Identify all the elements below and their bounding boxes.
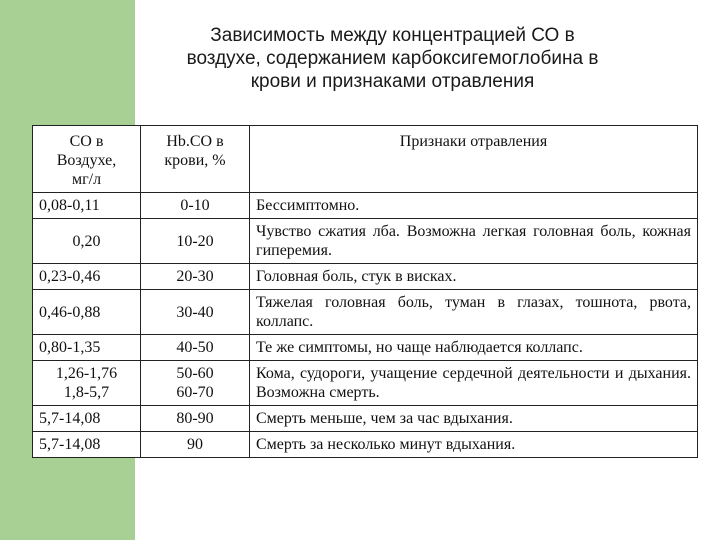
header-signs: Признаки отравления: [250, 126, 698, 193]
hbco-cell-line: 20-30: [176, 268, 214, 285]
signs-cell: Бессимптомно.: [250, 193, 698, 219]
signs-cell: Тяжелая головная боль, туман в глазах, тошнота, рвота, коллапс.: [250, 290, 698, 335]
header-line: крови, %: [164, 152, 226, 169]
co-concentration-cell-line: 0,08-0,11: [39, 197, 100, 214]
table-body: [33, 193, 698, 458]
signs-cell: Смерть за несколько минут вдыхания.: [250, 432, 698, 458]
table-row: [33, 335, 698, 361]
header-line: Hb.CO в: [166, 133, 224, 150]
co-concentration-cell-line: 1,26-1,76: [55, 365, 118, 382]
co-concentration-cell: [33, 361, 141, 406]
header-line: Воздухе,: [56, 152, 117, 169]
header-co-concentration: [33, 126, 141, 193]
hbco-cell-line: 10-20: [176, 232, 214, 250]
hbco-cell-line: 90: [187, 436, 203, 453]
header-line: СО в: [69, 133, 104, 150]
hbco-cell-line: 80-90: [176, 410, 214, 427]
table-row: [33, 219, 698, 264]
table-row: [33, 406, 698, 432]
signs-cell: Смерть меньше, чем за час вдыхания.: [250, 406, 698, 432]
table-row: [33, 193, 698, 219]
co-concentration-cell: [33, 290, 141, 335]
hbco-cell-line: 30-40: [176, 303, 214, 321]
co-concentration-cell-line: 0,20: [72, 232, 101, 250]
co-concentration-cell-line: 0,23-0,46: [39, 268, 101, 285]
signs-cell: Кома, судороги, учащение сердечной деятельности и дыхания. Возможна смерть.: [250, 361, 698, 406]
co-concentration-cell-line: 0,80-1,35: [39, 339, 101, 356]
hbco-cell: [141, 335, 250, 361]
co-concentration-cell-line: 1,8-5,7: [63, 384, 110, 401]
co-concentration-cell: [33, 193, 141, 219]
co-concentration-cell: [33, 264, 141, 290]
hbco-cell: [141, 219, 250, 264]
hbco-cell-line: 60-70: [176, 384, 214, 401]
hbco-cell: [141, 432, 250, 458]
co-concentration-cell-line: 5,7-14,08: [39, 436, 101, 453]
table-header-row: [33, 126, 698, 193]
signs-cell: Головная боль, стук в висках.: [250, 264, 698, 290]
co-concentration-cell: [33, 335, 141, 361]
table-row: [33, 290, 698, 335]
co-concentration-cell: [33, 432, 141, 458]
hbco-cell: [141, 290, 250, 335]
table-row: [33, 264, 698, 290]
title-line: крови и признаками отравления: [250, 71, 535, 92]
hbco-cell-line: 0-10: [180, 197, 210, 214]
co-concentration-cell-line: 5,7-14,08: [39, 410, 101, 427]
co-concentration-cell-line: 0,46-0,88: [39, 303, 101, 321]
hbco-cell: [141, 264, 250, 290]
hbco-cell: [141, 406, 250, 432]
hbco-cell: [141, 193, 250, 219]
header-hbco: [141, 126, 250, 193]
table-row: [33, 432, 698, 458]
hbco-cell: [141, 361, 250, 406]
header-line: мг/л: [71, 171, 102, 188]
signs-cell: Те же симптомы, но чаще наблюдается коллапс.: [250, 335, 698, 361]
table-row: [33, 361, 698, 406]
title-line: Зависимость между концентрацией СО в: [210, 25, 575, 46]
slide-title: [140, 24, 645, 93]
signs-cell: Чувство сжатия лба. Возможна легкая головная боль, кожная гиперемия.: [250, 219, 698, 264]
hbco-cell-line: 40-50: [176, 339, 214, 356]
co-concentration-cell: [33, 406, 141, 432]
co-poisoning-table: [32, 125, 698, 458]
hbco-cell-line: 50-60: [176, 365, 214, 382]
title-line: воздухе, содержанием карбоксигемоглобина в: [186, 48, 599, 69]
co-concentration-cell: [33, 219, 141, 264]
